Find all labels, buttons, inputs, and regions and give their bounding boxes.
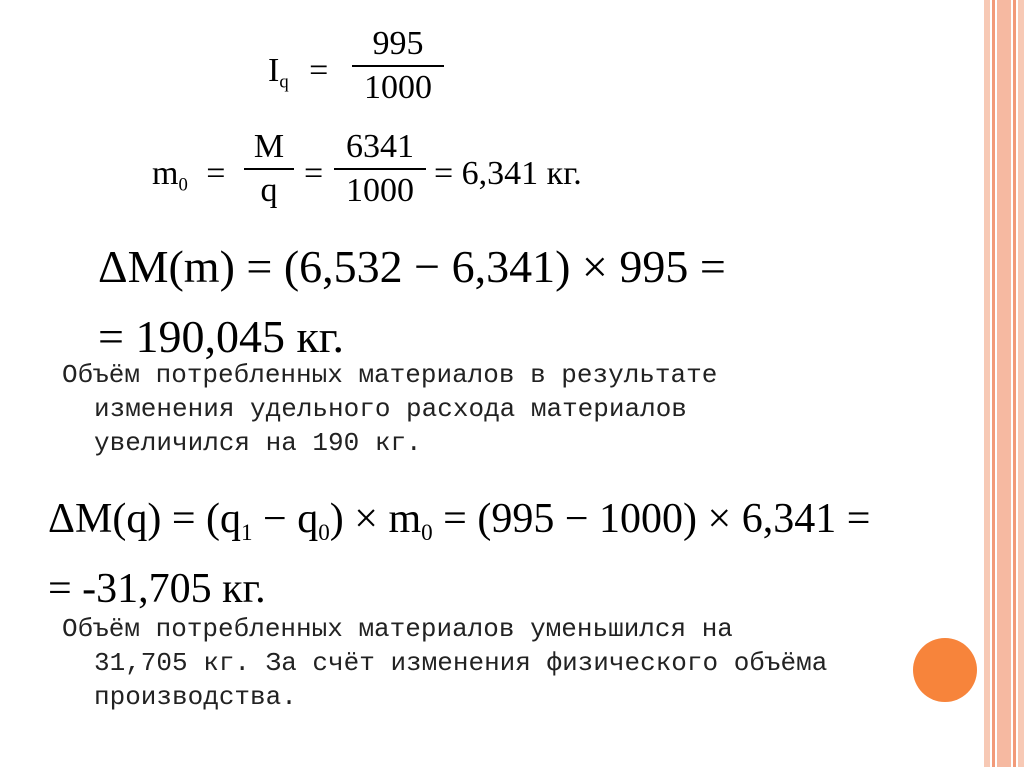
paragraph-2-line-3: производства. xyxy=(94,682,297,712)
m0-symbol: m xyxy=(152,155,179,192)
paragraph-1-line-1: Объём потребленных материалов в результате xyxy=(62,360,718,390)
formula-dm-m-line2: = 190,045 кг. xyxy=(98,311,344,362)
formula-iq xyxy=(268,52,328,94)
m0-frac2-denominator: 1000 xyxy=(346,172,414,209)
m0-equals-1: = xyxy=(206,155,226,192)
m0-equals-2: = xyxy=(304,155,324,192)
dm-q-sub-3: 0 xyxy=(421,519,433,546)
m0-fraction-1 xyxy=(244,128,294,210)
iq-fraction xyxy=(352,25,444,107)
iq-subscript: q xyxy=(279,71,289,93)
iq-symbol: I xyxy=(268,52,280,89)
paragraph-1-line-2: изменения удельного расхода материалов xyxy=(94,394,687,424)
m0-frac1-denominator: q xyxy=(260,172,278,209)
paragraph-1-line-3: увеличился на 190 кг. xyxy=(94,428,422,458)
decorative-circle xyxy=(913,638,977,702)
m0-subscript: 0 xyxy=(178,174,188,196)
m0-frac1-numerator: M xyxy=(253,128,285,165)
formula-dm-q-line2: = -31,705 кг. xyxy=(48,566,266,612)
m0-result: = 6,341 кг. xyxy=(434,155,582,192)
paragraph-2 xyxy=(62,612,827,714)
dm-q-part-a: ΔM(q) = (q xyxy=(48,496,241,542)
dm-q-sub-1: 1 xyxy=(241,519,253,546)
m0-fraction-2 xyxy=(334,128,426,210)
formula-dm-m-line1: ΔM(m) = (6,532 − 6,341) × 995 = xyxy=(98,241,726,292)
dm-q-part-d: = (995 − 1000) × 6,341 = xyxy=(432,496,871,542)
iq-denominator: 1000 xyxy=(364,69,432,106)
paragraph-1 xyxy=(62,358,717,460)
dm-q-part-b: − q xyxy=(252,496,319,542)
iq-equals: = xyxy=(309,52,329,89)
decorative-border xyxy=(984,0,1024,767)
formula-m0 xyxy=(152,155,225,197)
formula-dm-q-line1 xyxy=(48,495,870,546)
dm-q-sub-2: 0 xyxy=(318,519,330,546)
iq-numerator: 995 xyxy=(372,25,424,62)
dm-q-part-c: ) × m xyxy=(329,496,422,542)
m0-frac2-numerator: 6341 xyxy=(346,128,414,165)
paragraph-2-line-1: Объём потребленных материалов уменьшился на xyxy=(62,614,733,644)
paragraph-2-line-2: 31,705 кг. За счёт изменения физического объёма xyxy=(94,648,828,678)
